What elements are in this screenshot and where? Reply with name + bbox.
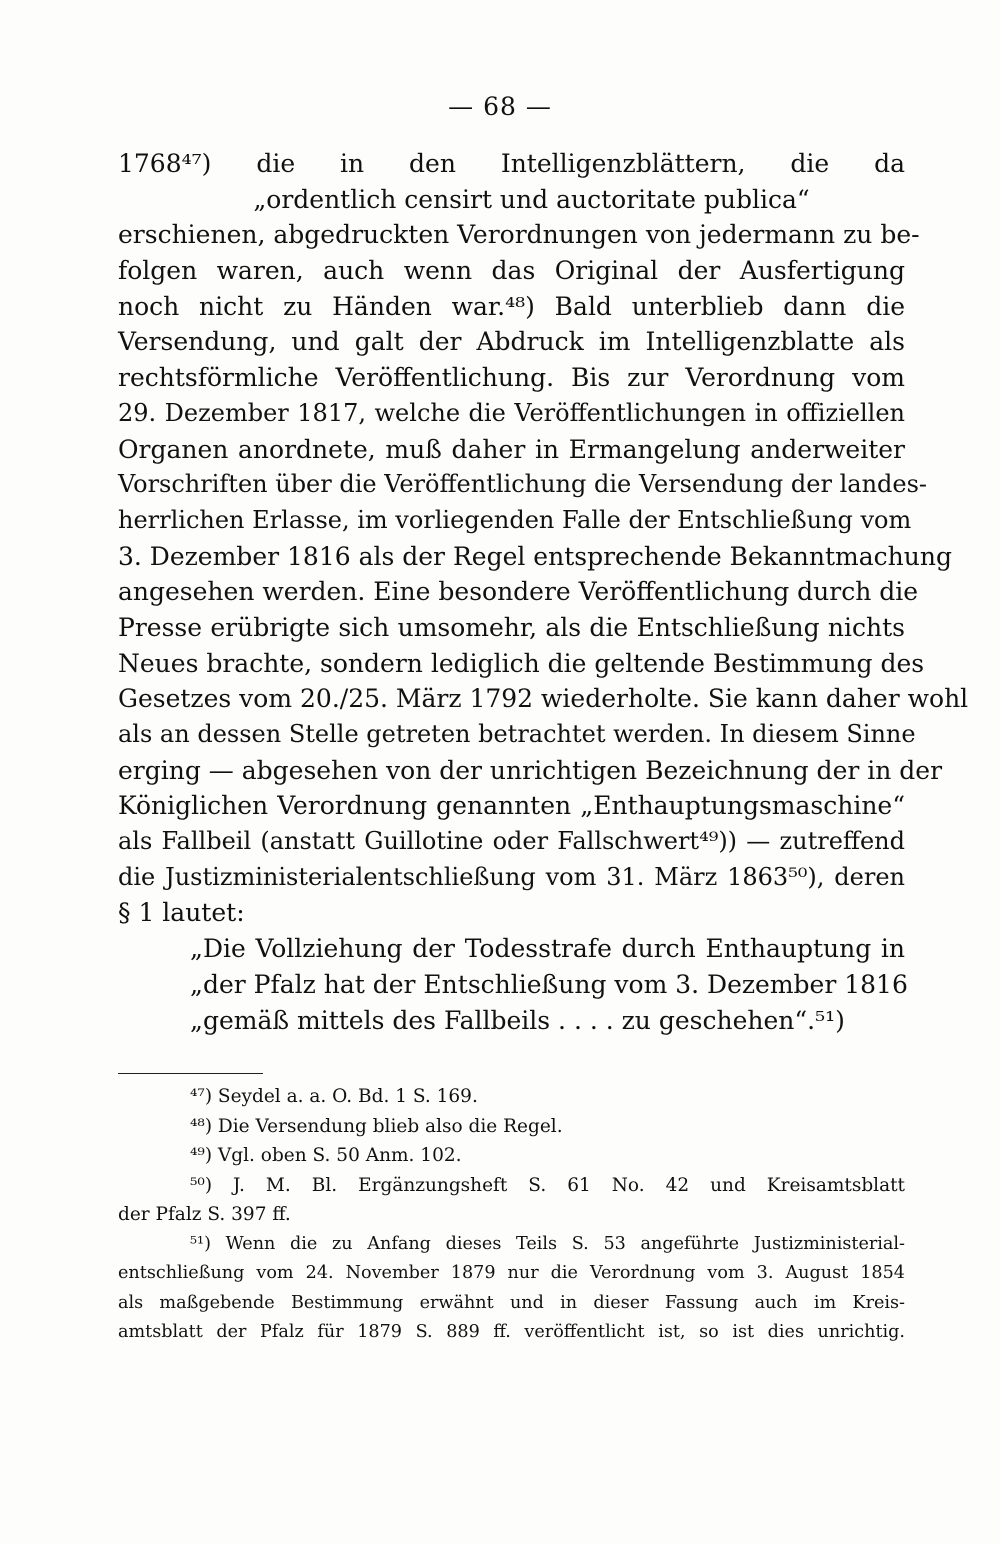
body-line: 29. Dezember 1817, welche die Veröffentlichungen in offiziellen xyxy=(118,398,905,427)
quote-line: „Die Vollziehung der Todesstrafe durch Enthauptung in xyxy=(190,934,905,964)
footnote-line: als maßgebende Bestimmung erwähnt und in dieser Fassung auch im Kreis- xyxy=(118,1292,905,1313)
body-line: Gesetzes vom 20./25. März 1792 wiederholte. Sie kann daher wohl xyxy=(118,684,969,714)
body-line: erging — abgesehen von der unrichtigen Bezeichnung der in der xyxy=(118,755,943,785)
body-line: Königlichen Verordnung genannten „Enthauptungsmaschine“ xyxy=(118,791,905,821)
body-line: die Justizministerialentschließung vom 31. März 1863⁵⁰), deren xyxy=(118,862,905,891)
body-line: 1768⁴⁷) die in den Intelligenzblättern, die da xyxy=(118,149,905,178)
body-text xyxy=(118,146,969,1038)
body-line: als Fallbeil (anstatt Guillotine oder Fallschwert⁴⁹)) — zutreffend xyxy=(118,827,905,856)
footnote-line: ⁴⁷) Seydel a. a. O. Bd. 1 S. 169. xyxy=(190,1086,478,1107)
body-line: „ordentlich censirt und auctoritate publica“ xyxy=(253,184,810,214)
footnote-line: amtsblatt der Pfalz für 1879 S. 889 ff. veröffentlicht ist, so ist dies unrichtig. xyxy=(118,1322,905,1342)
body-line: noch nicht zu Händen war.⁴⁸) Bald unterblieb dann die xyxy=(118,291,905,321)
body-line: herrlichen Erlasse, im vorliegenden Falle der Entschließung vom xyxy=(118,505,912,534)
body-line: § 1 lautet: xyxy=(118,898,245,928)
body-line: folgen waren, auch wenn das Original der Ausfertigung xyxy=(118,256,905,286)
footnote-line: ⁵¹) Wenn die zu Anfang dieses Teils S. 53 angeführte Justizministerial- xyxy=(190,1233,905,1254)
body-line: Neues brachte, sondern lediglich die geltende Bestimmung des xyxy=(118,648,925,678)
body-line: Organen anordnete, muß daher in Ermangelung anderweiter xyxy=(118,434,905,464)
body-line: 3. Dezember 1816 als der Regel entsprechende Bekanntmachung xyxy=(118,541,952,571)
body-line: Presse erübrigte sich umsomehr, als die Entschließung nichts xyxy=(118,612,905,642)
quote-line: „der Pfalz hat der Entschließung vom 3. Dezember 1816 xyxy=(190,969,908,999)
footnote-line: ⁵⁰) J. M. Bl. Ergänzungsheft S. 61 No. 42 und Kreisamtsblatt xyxy=(190,1174,905,1196)
footnote-divider xyxy=(118,1073,263,1074)
body-line: rechtsförmliche Veröffentlichung. Bis zur Verordnung vom xyxy=(118,363,905,393)
body-line: erschienen, abgedruckten Verordnungen von jedermann zu be- xyxy=(118,220,920,250)
page-number: — 68 — xyxy=(448,92,552,121)
body-line: als an dessen Stelle getreten betrachtet werden. In diesem Sinne xyxy=(118,720,916,748)
footnotes xyxy=(118,1082,905,1348)
body-line: angesehen werden. Eine besondere Veröffentlichung durch die xyxy=(118,577,919,607)
body-line: Vorschriften über die Veröffentlichung die Versendung der landes- xyxy=(118,470,928,499)
footnote-line: ⁴⁹) Vgl. oben S. 50 Anm. 102. xyxy=(190,1145,462,1166)
body-line: Versendung, und galt der Abdruck im Intelligenzblatte als xyxy=(118,327,905,357)
quote-line: „gemäß mittels des Fallbeils . . . . zu geschehen“.⁵¹) xyxy=(190,1005,845,1035)
footnote-line: der Pfalz S. 397 ff. xyxy=(118,1204,291,1225)
footnote-line: entschließung vom 24. November 1879 nur die Verordnung vom 3. August 1854 xyxy=(118,1263,905,1283)
footnote-line: ⁴⁸) Die Versendung blieb also die Regel. xyxy=(190,1115,563,1137)
